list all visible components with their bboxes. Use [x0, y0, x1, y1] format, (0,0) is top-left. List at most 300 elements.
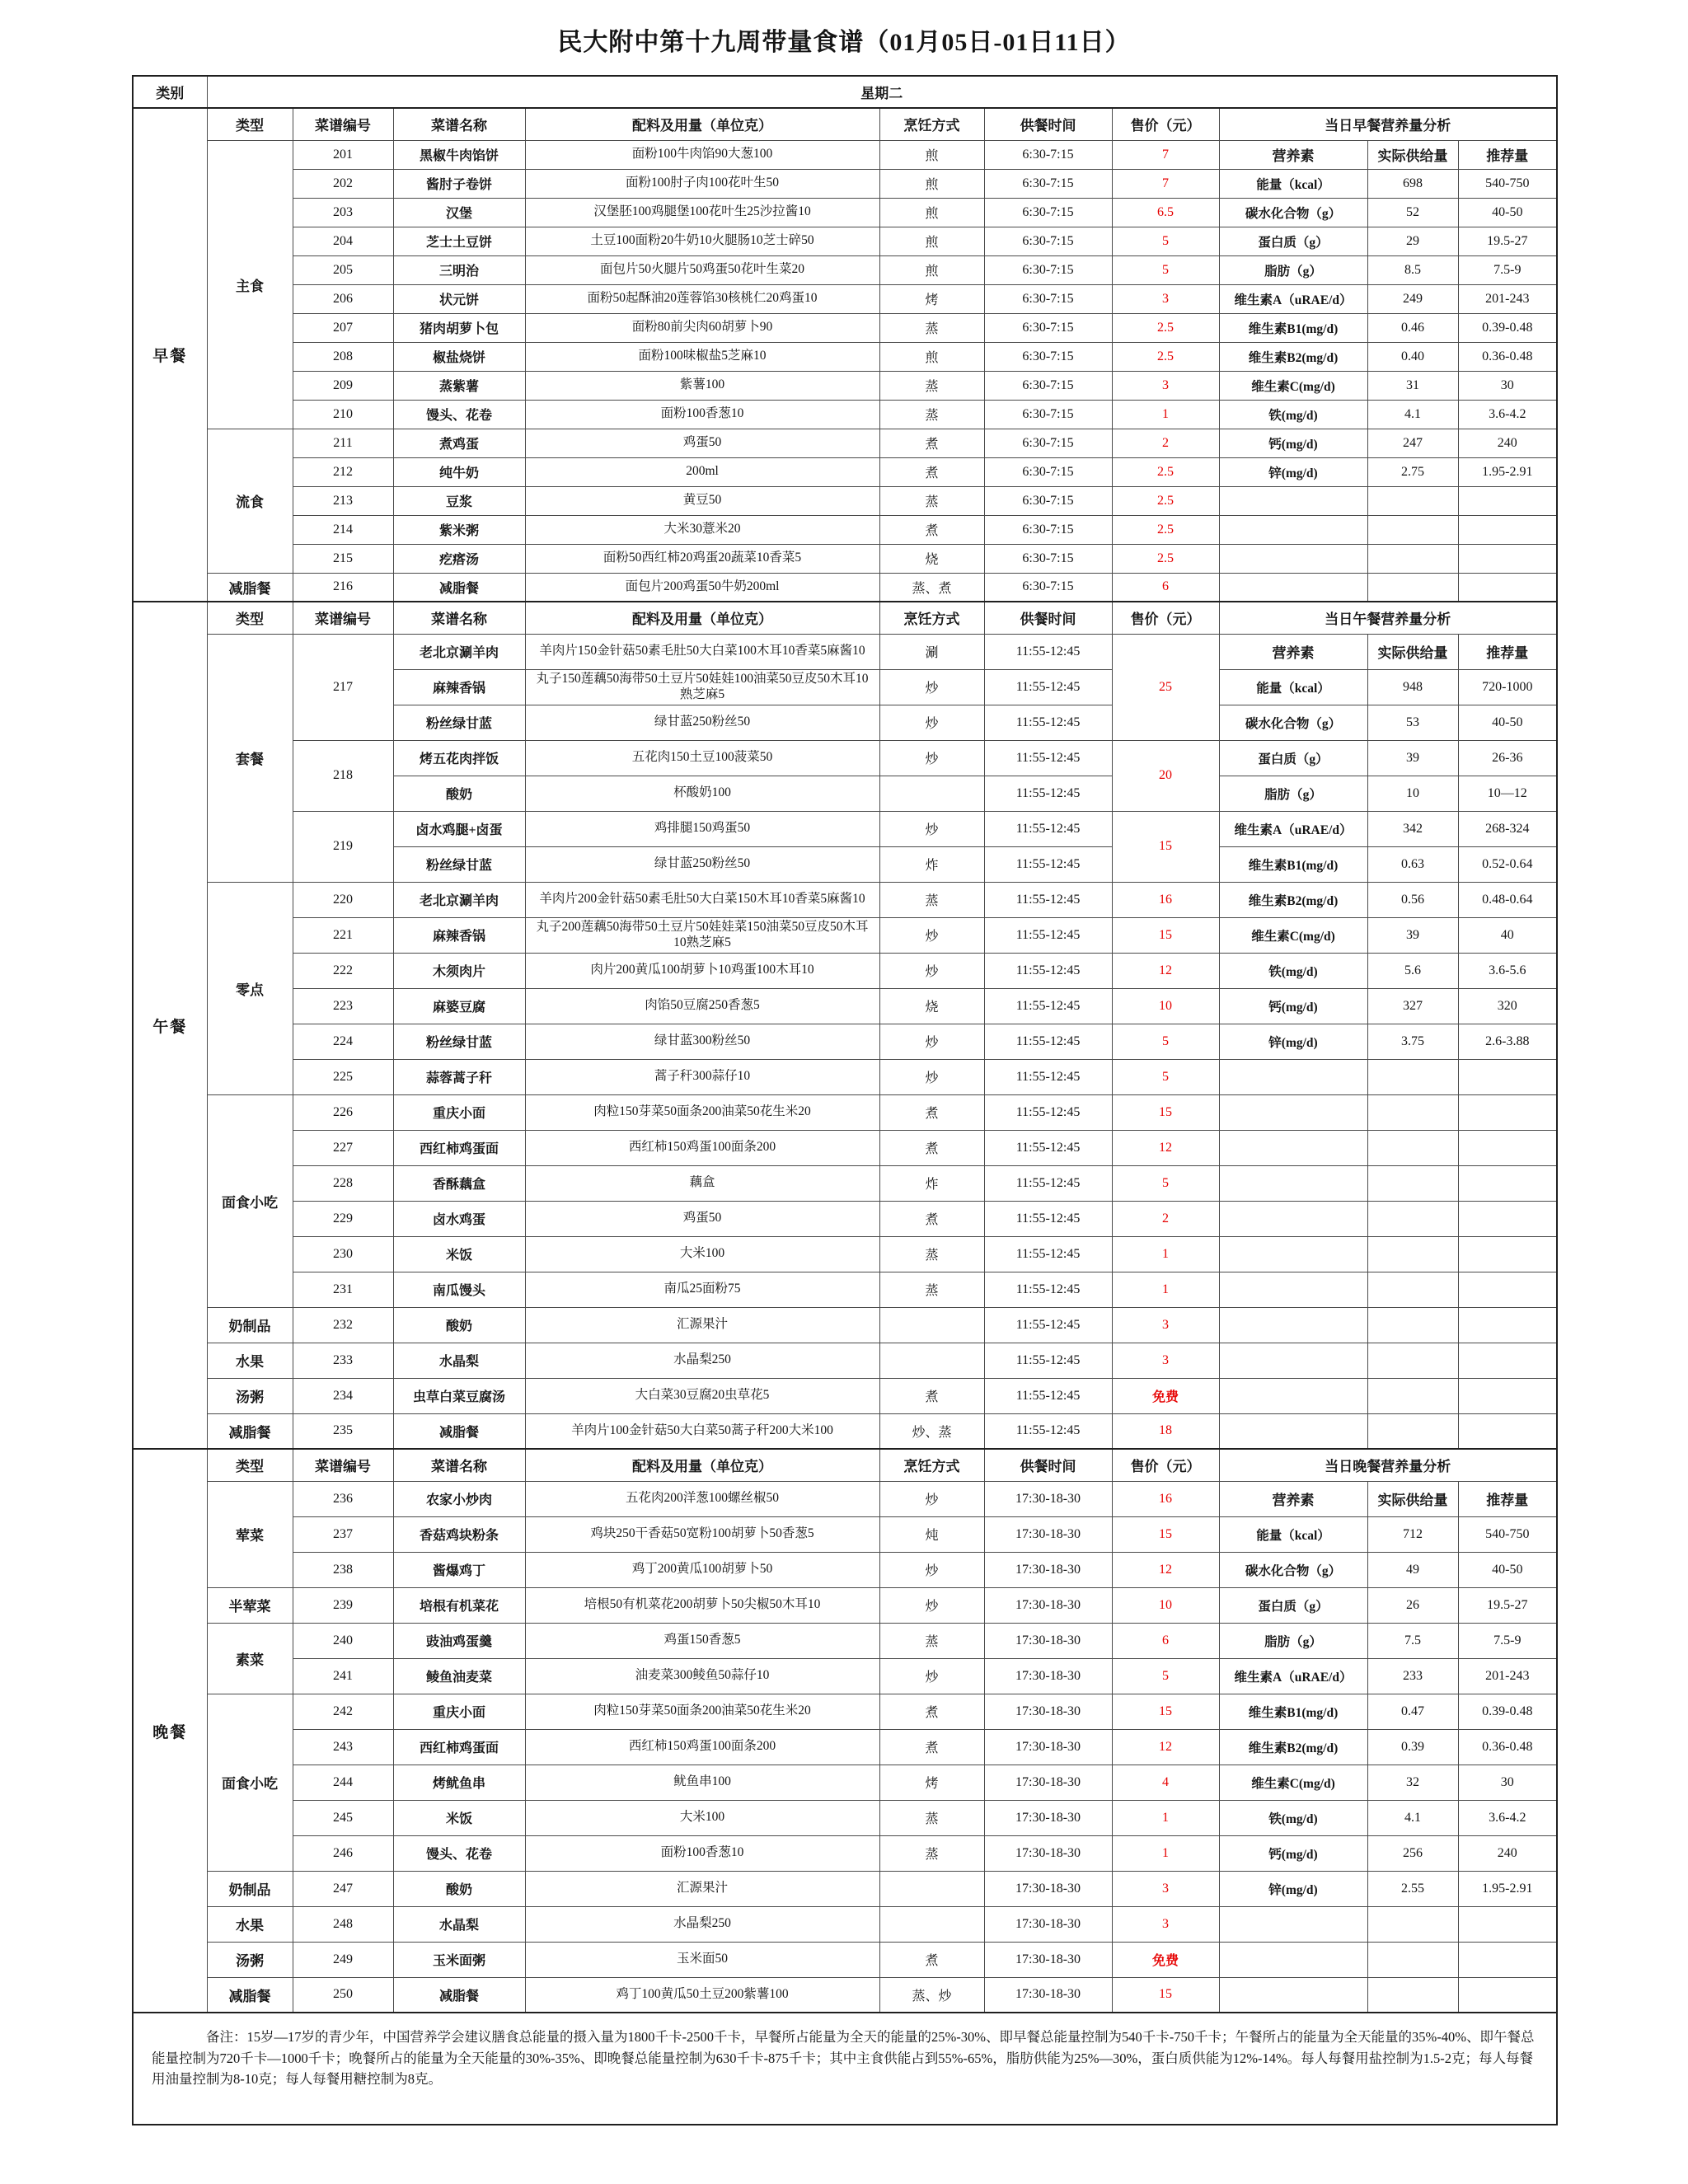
price: 2.5 — [1112, 457, 1219, 486]
cooking-method: 蒸 — [879, 1236, 984, 1272]
dish-name: 卤水鸡腿+卤蛋 — [393, 811, 525, 846]
nutrient-col-header: 营养素 — [1219, 1481, 1367, 1516]
serving-time: 6:30-7:15 — [984, 284, 1112, 313]
dish-name: 酱爆鸡丁 — [393, 1552, 525, 1587]
price: 1 — [1112, 1800, 1219, 1835]
dish-name: 老北京涮羊肉 — [393, 882, 525, 917]
ingredients: 鸡丁100黄瓜50土豆200紫薯100 — [525, 1977, 879, 2013]
serving-time: 11:55-12:45 — [984, 669, 1112, 705]
nutrient-recommended-value: 30 — [1458, 371, 1557, 400]
menu-row — [133, 457, 1557, 486]
menu-row — [133, 400, 1557, 429]
serving-time: 11:55-12:45 — [984, 776, 1112, 811]
col-header-ingredients: 配料及用量（单位克） — [525, 602, 879, 634]
serving-time: 11:55-12:45 — [984, 953, 1112, 988]
ingredients: 200ml — [525, 457, 879, 486]
ingredients: 面粉100肘子肉100花叶生50 — [525, 169, 879, 198]
recipe-no: 248 — [293, 1906, 393, 1942]
menu-row — [133, 486, 1557, 515]
nutrition-analysis-title: 当日早餐营养量分析 — [1219, 108, 1557, 140]
nutrient-label: 碳水化合物（g） — [1219, 1552, 1367, 1587]
dish-name: 疙瘩汤 — [393, 544, 525, 573]
serving-time: 17:30-18-30 — [984, 1587, 1112, 1623]
ingredients: 面粉100香葱10 — [525, 400, 879, 429]
recipe-no: 229 — [293, 1201, 393, 1236]
nutrition-empty-cell — [1219, 1165, 1367, 1201]
cooking-method: 蒸 — [879, 1835, 984, 1871]
dish-name: 馒头、花卷 — [393, 400, 525, 429]
col-header-recipe-name: 菜谱名称 — [393, 1449, 525, 1481]
nutrient-col-header: 营养素 — [1219, 140, 1367, 169]
nutrition-empty-cell — [1367, 1378, 1458, 1413]
nutrition-empty-cell — [1219, 1307, 1367, 1343]
price: 5 — [1112, 227, 1219, 255]
nutrient-actual-value: 0.56 — [1367, 882, 1458, 917]
note-cell — [133, 2013, 1557, 2125]
ingredients: 鸡块250干香菇50宽粉100胡萝卜50香葱5 — [525, 1516, 879, 1552]
price: 7 — [1112, 169, 1219, 198]
recipe-no: 225 — [293, 1059, 393, 1094]
dish-name: 虫草白菜豆腐汤 — [393, 1378, 525, 1413]
section-header-row — [133, 602, 1557, 634]
recipe-no: 216 — [293, 573, 393, 602]
menu-row — [133, 342, 1557, 371]
price: 12 — [1112, 1729, 1219, 1765]
serving-time: 17:30-18-30 — [984, 1552, 1112, 1587]
serving-time: 6:30-7:15 — [984, 255, 1112, 284]
cooking-method: 烧 — [879, 988, 984, 1024]
nutrient-label: 维生素C(mg/d) — [1219, 917, 1367, 953]
ingredients: 羊肉片150金针菇50素毛肚50大白菜100木耳10香菜5麻酱10 — [525, 634, 879, 669]
price: 5 — [1112, 1024, 1219, 1059]
group-type-label: 水果 — [207, 1343, 293, 1378]
nutrient-recommended-value: 0.52-0.64 — [1458, 846, 1557, 882]
price: 2.5 — [1112, 486, 1219, 515]
nutrition-analysis-title: 当日午餐营养量分析 — [1219, 602, 1557, 634]
cooking-method: 蒸、煮 — [879, 573, 984, 602]
nutrient-recommended-value: 320 — [1458, 988, 1557, 1024]
price: 1 — [1112, 400, 1219, 429]
recipe-no: 207 — [293, 313, 393, 342]
ingredients: 绿甘蓝300粉丝50 — [525, 1024, 879, 1059]
dish-name: 米饭 — [393, 1800, 525, 1835]
nutrition-empty-cell — [1458, 544, 1557, 573]
menu-row — [133, 255, 1557, 284]
menu-row — [133, 371, 1557, 400]
col-header-cooking-method: 烹饪方式 — [879, 1449, 984, 1481]
col-header-recipe-name: 菜谱名称 — [393, 108, 525, 140]
dish-name: 鲮鱼油麦菜 — [393, 1658, 525, 1694]
nutrient-label: 碳水化合物（g） — [1219, 705, 1367, 740]
price: 16 — [1112, 882, 1219, 917]
dish-name: 老北京涮羊肉 — [393, 634, 525, 669]
recipe-no: 206 — [293, 284, 393, 313]
menu-row — [133, 1906, 1557, 1942]
serving-time: 11:55-12:45 — [984, 1201, 1112, 1236]
price: 2.5 — [1112, 342, 1219, 371]
price: 5 — [1112, 1658, 1219, 1694]
meal-label: 早餐 — [133, 108, 207, 602]
ingredients: 大米30薏米20 — [525, 515, 879, 544]
nutrient-recommended-value: 40-50 — [1458, 1552, 1557, 1587]
dish-name: 状元饼 — [393, 284, 525, 313]
cooking-method: 煮 — [879, 1942, 984, 1977]
nutrition-empty-cell — [1219, 1094, 1367, 1130]
nutrient-label: 脂肪（g） — [1219, 776, 1367, 811]
nutrient-actual-value: 327 — [1367, 988, 1458, 1024]
recommended-col-header: 推荐量 — [1458, 140, 1557, 169]
nutrient-actual-value: 49 — [1367, 1552, 1458, 1587]
cooking-method: 蒸 — [879, 882, 984, 917]
price: 2.5 — [1112, 544, 1219, 573]
recipe-no: 227 — [293, 1130, 393, 1165]
ingredients: 鸡蛋150香葱5 — [525, 1623, 879, 1658]
nutrition-empty-cell — [1219, 1942, 1367, 1977]
nutrient-recommended-value: 540-750 — [1458, 169, 1557, 198]
serving-time: 6:30-7:15 — [984, 198, 1112, 227]
nutrient-recommended-value: 40-50 — [1458, 705, 1557, 740]
recipe-no: 231 — [293, 1272, 393, 1307]
price: 5 — [1112, 1165, 1219, 1201]
ingredients: 丸子150莲藕50海带50土豆片50娃娃100油菜50豆皮50木耳10熟芝麻5 — [525, 669, 879, 705]
nutrition-empty-cell — [1219, 1059, 1367, 1094]
cooking-method: 烤 — [879, 284, 984, 313]
dish-name: 豆浆 — [393, 486, 525, 515]
price: 12 — [1112, 1552, 1219, 1587]
nutrient-recommended-value: 3.6-4.2 — [1458, 1800, 1557, 1835]
dish-name: 煮鸡蛋 — [393, 429, 525, 457]
ingredients: 面粉50起酥油20莲蓉馅30核桃仁20鸡蛋10 — [525, 284, 879, 313]
price: 3 — [1112, 1906, 1219, 1942]
menu-row — [133, 1694, 1557, 1729]
col-header-cooking-method: 烹饪方式 — [879, 602, 984, 634]
col-header-recipe-no: 菜谱编号 — [293, 108, 393, 140]
nutrition-empty-cell — [1219, 1272, 1367, 1307]
cooking-method: 蒸 — [879, 486, 984, 515]
serving-time: 17:30-18-30 — [984, 1481, 1112, 1516]
menu-row — [133, 1587, 1557, 1623]
nutrition-empty-cell — [1219, 515, 1367, 544]
menu-row — [133, 882, 1557, 917]
serving-time: 17:30-18-30 — [984, 1729, 1112, 1765]
serving-time: 17:30-18-30 — [984, 1765, 1112, 1800]
menu-row — [133, 1130, 1557, 1165]
nutrient-label: 能量（kcal） — [1219, 169, 1367, 198]
ingredients: 面粉50西红柿20鸡蛋20蔬菜10香菜5 — [525, 544, 879, 573]
nutrition-empty-cell — [1458, 1413, 1557, 1449]
menu-table — [132, 75, 1558, 2125]
nutrition-empty-cell — [1219, 1201, 1367, 1236]
ingredients: 水晶梨250 — [525, 1343, 879, 1378]
menu-row — [133, 515, 1557, 544]
menu-row — [133, 1201, 1557, 1236]
menu-row — [133, 1413, 1557, 1449]
group-type-label: 面食小吃 — [207, 1094, 293, 1307]
nutrient-actual-value: 39 — [1367, 740, 1458, 776]
nutrient-label: 维生素B2(mg/d) — [1219, 882, 1367, 917]
recipe-no: 239 — [293, 1587, 393, 1623]
nutrient-recommended-value: 0.36-0.48 — [1458, 342, 1557, 371]
dish-name: 芝士土豆饼 — [393, 227, 525, 255]
menu-row — [133, 1024, 1557, 1059]
nutrient-recommended-value: 201-243 — [1458, 284, 1557, 313]
menu-row — [133, 953, 1557, 988]
nutrition-empty-cell — [1458, 486, 1557, 515]
nutrient-actual-value: 4.1 — [1367, 1800, 1458, 1835]
nutrition-empty-cell — [1458, 1343, 1557, 1378]
price: 免费 — [1112, 1378, 1219, 1413]
dish-name: 粉丝绿甘蓝 — [393, 1024, 525, 1059]
ingredients: 面粉100香葱10 — [525, 1835, 879, 1871]
nutrition-empty-cell — [1367, 1130, 1458, 1165]
dish-name: 烤鱿鱼串 — [393, 1765, 525, 1800]
group-type-label: 减脂餐 — [207, 573, 293, 602]
ingredients: 肉粒150芽菜50面条200油菜50花生米20 — [525, 1694, 879, 1729]
recipe-no: 247 — [293, 1871, 393, 1906]
dish-name: 木须肉片 — [393, 953, 525, 988]
nutrient-actual-value: 712 — [1367, 1516, 1458, 1552]
serving-time: 17:30-18-30 — [984, 1871, 1112, 1906]
nutrition-empty-cell — [1367, 1094, 1458, 1130]
ingredients: 肉片200黄瓜100胡萝卜10鸡蛋100木耳10 — [525, 953, 879, 988]
nutrient-label: 维生素B1(mg/d) — [1219, 846, 1367, 882]
dish-name: 豉油鸡蛋羹 — [393, 1623, 525, 1658]
recipe-no: 220 — [293, 882, 393, 917]
serving-time: 11:55-12:45 — [984, 1094, 1112, 1130]
ingredients: 面包片200鸡蛋50牛奶200ml — [525, 573, 879, 602]
recipe-no: 203 — [293, 198, 393, 227]
dish-name: 粉丝绿甘蓝 — [393, 705, 525, 740]
cooking-method: 煮 — [879, 1378, 984, 1413]
serving-time: 11:55-12:45 — [984, 1059, 1112, 1094]
col-header-serving-time: 供餐时间 — [984, 108, 1112, 140]
group-type-label: 奶制品 — [207, 1307, 293, 1343]
dish-name: 香菇鸡块粉条 — [393, 1516, 525, 1552]
nutrient-label: 铁(mg/d) — [1219, 1800, 1367, 1835]
recipe-no: 223 — [293, 988, 393, 1024]
nutrient-label: 能量（kcal） — [1219, 669, 1367, 705]
nutrient-label: 蛋白质（g） — [1219, 740, 1367, 776]
nutrition-empty-cell — [1367, 1977, 1458, 2013]
nutrition-empty-cell — [1458, 1272, 1557, 1307]
nutrient-actual-value: 53 — [1367, 705, 1458, 740]
dish-name: 重庆小面 — [393, 1694, 525, 1729]
ingredients: 土豆100面粉20牛奶10火腿肠10芝士碎50 — [525, 227, 879, 255]
cooking-method: 炸 — [879, 1165, 984, 1201]
group-type-label: 减脂餐 — [207, 1977, 293, 2013]
cooking-method: 煮 — [879, 1201, 984, 1236]
group-type-label: 半荤菜 — [207, 1587, 293, 1623]
serving-time: 11:55-12:45 — [984, 811, 1112, 846]
menu-row — [133, 1800, 1557, 1835]
serving-time: 6:30-7:15 — [984, 342, 1112, 371]
price: 6.5 — [1112, 198, 1219, 227]
serving-time: 17:30-18-30 — [984, 1694, 1112, 1729]
cooking-method: 煮 — [879, 515, 984, 544]
nutrient-recommended-value: 3.6-4.2 — [1458, 400, 1557, 429]
col-header-type: 类型 — [207, 602, 293, 634]
nutrient-label: 维生素B1(mg/d) — [1219, 1694, 1367, 1729]
nutrient-actual-value: 29 — [1367, 227, 1458, 255]
menu-row — [133, 1765, 1557, 1800]
ingredients: 西红柿150鸡蛋100面条200 — [525, 1729, 879, 1765]
nutrient-actual-value: 39 — [1367, 917, 1458, 953]
price: 15 — [1112, 1094, 1219, 1130]
nutrient-label: 脂肪（g） — [1219, 1623, 1367, 1658]
nutrient-recommended-value: 30 — [1458, 1765, 1557, 1800]
menu-row — [133, 1165, 1557, 1201]
col-header-cooking-method: 烹饪方式 — [879, 108, 984, 140]
serving-time: 6:30-7:15 — [984, 400, 1112, 429]
nutrition-empty-cell — [1219, 1977, 1367, 2013]
col-header-ingredients: 配料及用量（单位克） — [525, 1449, 879, 1481]
ingredients: 大白菜30豆腐20虫草花5 — [525, 1378, 879, 1413]
menu-body — [133, 108, 1557, 2013]
serving-time: 6:30-7:15 — [984, 544, 1112, 573]
recipe-no: 219 — [293, 811, 393, 882]
menu-row — [133, 740, 1557, 776]
ingredients: 绿甘蓝250粉丝50 — [525, 705, 879, 740]
menu-row — [133, 284, 1557, 313]
group-type-label: 零点 — [207, 882, 293, 1094]
group-type-label: 汤粥 — [207, 1942, 293, 1977]
nutrition-empty-cell — [1367, 1201, 1458, 1236]
menu-row — [133, 634, 1557, 669]
nutrient-actual-value: 233 — [1367, 1658, 1458, 1694]
cooking-method: 煮 — [879, 1694, 984, 1729]
cooking-method: 炖 — [879, 1516, 984, 1552]
nutrition-empty-cell — [1367, 1413, 1458, 1449]
col-header-type: 类型 — [207, 108, 293, 140]
serving-time: 6:30-7:15 — [984, 573, 1112, 602]
nutrient-label: 维生素B2(mg/d) — [1219, 342, 1367, 371]
recipe-no: 217 — [293, 634, 393, 740]
ingredients: 面包片50火腿片50鸡蛋50花叶生菜20 — [525, 255, 879, 284]
dish-name: 蒸紫薯 — [393, 371, 525, 400]
cooking-method: 蒸、炒 — [879, 1977, 984, 2013]
recipe-no: 230 — [293, 1236, 393, 1272]
recipe-no: 212 — [293, 457, 393, 486]
serving-time: 11:55-12:45 — [984, 1413, 1112, 1449]
price: 20 — [1112, 740, 1219, 811]
nutrient-actual-value: 5.6 — [1367, 953, 1458, 988]
dish-name: 猪肉胡萝卜包 — [393, 313, 525, 342]
price: 10 — [1112, 1587, 1219, 1623]
nutrient-label: 维生素A（uRAE/d） — [1219, 1658, 1367, 1694]
cooking-method — [879, 1343, 984, 1378]
nutrition-empty-cell — [1219, 1130, 1367, 1165]
price: 1 — [1112, 1236, 1219, 1272]
nutrient-actual-value: 10 — [1367, 776, 1458, 811]
nutrient-recommended-value: 240 — [1458, 429, 1557, 457]
serving-time: 17:30-18-30 — [984, 1516, 1112, 1552]
nutrient-actual-value: 4.1 — [1367, 400, 1458, 429]
serving-time: 6:30-7:15 — [984, 457, 1112, 486]
dish-name: 酱肘子卷饼 — [393, 169, 525, 198]
nutrition-empty-cell — [1367, 544, 1458, 573]
cooking-method: 蒸 — [879, 371, 984, 400]
nutrient-recommended-value: 40-50 — [1458, 198, 1557, 227]
nutrition-empty-cell — [1458, 1977, 1557, 2013]
dish-name: 粉丝绿甘蓝 — [393, 846, 525, 882]
nutrient-actual-value: 0.63 — [1367, 846, 1458, 882]
ingredients: 培根50有机菜花200胡萝卜50尖椒50木耳10 — [525, 1587, 879, 1623]
recipe-no: 226 — [293, 1094, 393, 1130]
ingredients: 面粉80前尖肉60胡萝卜90 — [525, 313, 879, 342]
recipe-no: 240 — [293, 1623, 393, 1658]
dish-name: 重庆小面 — [393, 1094, 525, 1130]
nutrition-empty-cell — [1367, 1236, 1458, 1272]
nutrient-recommended-value: 10—12 — [1458, 776, 1557, 811]
recipe-no: 214 — [293, 515, 393, 544]
recipe-no: 218 — [293, 740, 393, 811]
nutrition-empty-cell — [1367, 1343, 1458, 1378]
cooking-method: 炒 — [879, 1024, 984, 1059]
recipe-no: 204 — [293, 227, 393, 255]
nutrition-empty-cell — [1458, 1906, 1557, 1942]
dish-name: 酸奶 — [393, 1871, 525, 1906]
recipe-no: 215 — [293, 544, 393, 573]
serving-time: 6:30-7:15 — [984, 169, 1112, 198]
dish-name: 椒盐烧饼 — [393, 342, 525, 371]
menu-row — [133, 169, 1557, 198]
nutrition-empty-cell — [1458, 1307, 1557, 1343]
cooking-method: 炒 — [879, 740, 984, 776]
price: 15 — [1112, 1977, 1219, 2013]
recipe-no: 243 — [293, 1729, 393, 1765]
nutrient-recommended-value: 240 — [1458, 1835, 1557, 1871]
group-type-label: 套餐 — [207, 634, 293, 882]
nutrition-analysis-title: 当日晚餐营养量分析 — [1219, 1449, 1557, 1481]
cooking-method: 涮 — [879, 634, 984, 669]
nutrition-empty-cell — [1458, 1130, 1557, 1165]
cooking-method: 煎 — [879, 227, 984, 255]
menu-row — [133, 917, 1557, 953]
menu-row — [133, 140, 1557, 169]
ingredients: 油麦菜300鲮鱼50蒜仔10 — [525, 1658, 879, 1694]
recipe-no: 244 — [293, 1765, 393, 1800]
group-type-label: 流食 — [207, 429, 293, 573]
serving-time: 6:30-7:15 — [984, 515, 1112, 544]
cooking-method: 炒 — [879, 917, 984, 953]
price: 2.5 — [1112, 515, 1219, 544]
price: 1 — [1112, 1272, 1219, 1307]
serving-time: 11:55-12:45 — [984, 1272, 1112, 1307]
cooking-method: 煮 — [879, 429, 984, 457]
ingredients: 五花肉150土豆100菠菜50 — [525, 740, 879, 776]
col-header-ingredients: 配料及用量（单位克） — [525, 108, 879, 140]
recipe-no: 201 — [293, 140, 393, 169]
nutrition-empty-cell — [1458, 1201, 1557, 1236]
col-header-recipe-no: 菜谱编号 — [293, 602, 393, 634]
recipe-no: 238 — [293, 1552, 393, 1587]
nutrition-empty-cell — [1458, 1378, 1557, 1413]
ingredients: 水晶梨250 — [525, 1906, 879, 1942]
col-header-price: 售价（元） — [1112, 602, 1219, 634]
menu-row — [133, 1942, 1557, 1977]
price: 3 — [1112, 371, 1219, 400]
nutrient-recommended-value: 0.48-0.64 — [1458, 882, 1557, 917]
dish-name: 西红柿鸡蛋面 — [393, 1729, 525, 1765]
nutrition-empty-cell — [1219, 1413, 1367, 1449]
nutrient-label: 锌(mg/d) — [1219, 457, 1367, 486]
nutrition-empty-cell — [1458, 1236, 1557, 1272]
cooking-method: 煎 — [879, 198, 984, 227]
menu-row — [133, 1623, 1557, 1658]
cooking-method: 炒 — [879, 811, 984, 846]
nutrient-recommended-value: 26-36 — [1458, 740, 1557, 776]
menu-row — [133, 1236, 1557, 1272]
